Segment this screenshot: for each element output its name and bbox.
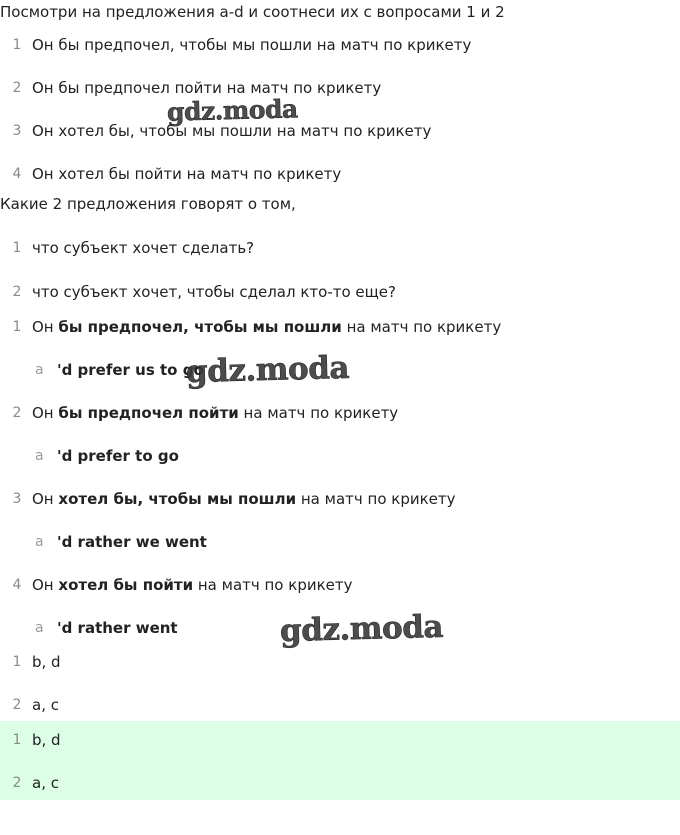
sentence-number: 1 [12,37,22,53]
highlighted-phrase: бы предпочел пойти [58,404,239,422]
watermark-logo: gdz.moda [279,608,444,650]
sentence-text: Он бы предпочел пойти на матч по крикету [32,79,382,97]
translation-number: 2 [12,405,22,421]
sentence-text: Он хотел бы, чтобы мы пошли на матч по крикету [32,122,432,140]
sentence-prefix: Он [32,404,59,422]
answer-text: b, d [32,731,61,749]
highlighted-phrase: бы предпочел, чтобы мы пошли [58,318,342,336]
sentence-number: 3 [12,123,22,139]
translation-number: 4 [12,577,22,593]
answer-number: 1 [12,654,22,670]
translation-item-2 [0,402,680,424]
sentence-suffix: на матч по крикету [341,318,502,336]
sentence-number: 4 [12,166,22,182]
sentence-text: Он хотел бы пойти на матч по крикету [32,165,342,183]
sentence-item-2 [0,77,680,99]
english-phrase: 'd prefer to go [57,447,179,465]
english-phrase: 'd rather went [57,619,178,637]
option-letter: a [35,534,44,550]
question-text: что субъект хочет, чтобы сделал кто-то еще? [32,283,396,301]
sentence-suffix: на матч по крикету [238,404,399,422]
question-number: 2 [12,284,22,300]
answer-text: a, c [32,696,59,714]
option-letter: a [35,620,44,636]
answer-number: 2 [12,697,22,713]
translation-item-3 [0,488,680,510]
translation-sentence [32,402,398,424]
sentence-item-1 [0,34,680,56]
highlighted-answer-item-1 [0,729,680,751]
sentence-prefix: Он [32,490,59,508]
answer-item-2 [0,694,680,716]
english-item-3 [0,531,680,553]
watermark-logo: gdz.moda [166,94,299,127]
sentence-prefix: Он [32,318,59,336]
sentence-prefix: Он [32,576,59,594]
translation-number: 3 [12,491,22,507]
sentence-suffix: на матч по крикету [193,576,353,594]
answer-text: b, d [32,653,61,671]
watermark-logo: gdz.moda [185,349,350,391]
answer-text: a, c [32,774,59,792]
question-item-1 [0,237,680,259]
question-number: 1 [12,240,22,256]
translation-sentence [32,316,501,338]
highlighted-phrase: хотел бы пойти [58,576,194,594]
highlighted-phrase: хотел бы, чтобы мы пошли [58,490,297,508]
option-letter: a [35,448,44,464]
question-title: Какие 2 предложения говорят о том, [0,195,296,213]
english-phrase: 'd rather we went [57,533,207,551]
answer-number: 1 [12,732,22,748]
answer-number: 2 [12,775,22,791]
translation-sentence [32,574,353,596]
task-title: Посмотри на предложения a-d и соотнеси их с вопросами 1 и 2 [0,3,505,21]
english-phrase: 'd prefer us to go [57,361,204,379]
translation-number: 1 [12,319,22,335]
sentence-suffix: на матч по крикету [296,490,456,508]
sentence-item-3 [0,120,680,142]
sentence-text: Он бы предпочел, чтобы мы пошли на матч по крикету [32,36,472,54]
translation-sentence [32,488,456,510]
question-item-2 [0,281,680,303]
translation-item-4 [0,574,680,596]
highlighted-answer-item-2 [0,772,680,794]
sentence-item-4 [0,163,680,185]
translation-item-1 [0,316,680,338]
question-text: что субъект хочет сделать? [32,239,255,257]
option-letter: a [35,362,44,378]
answer-item-1 [0,651,680,673]
english-item-2 [0,445,680,467]
sentence-number: 2 [12,80,22,96]
